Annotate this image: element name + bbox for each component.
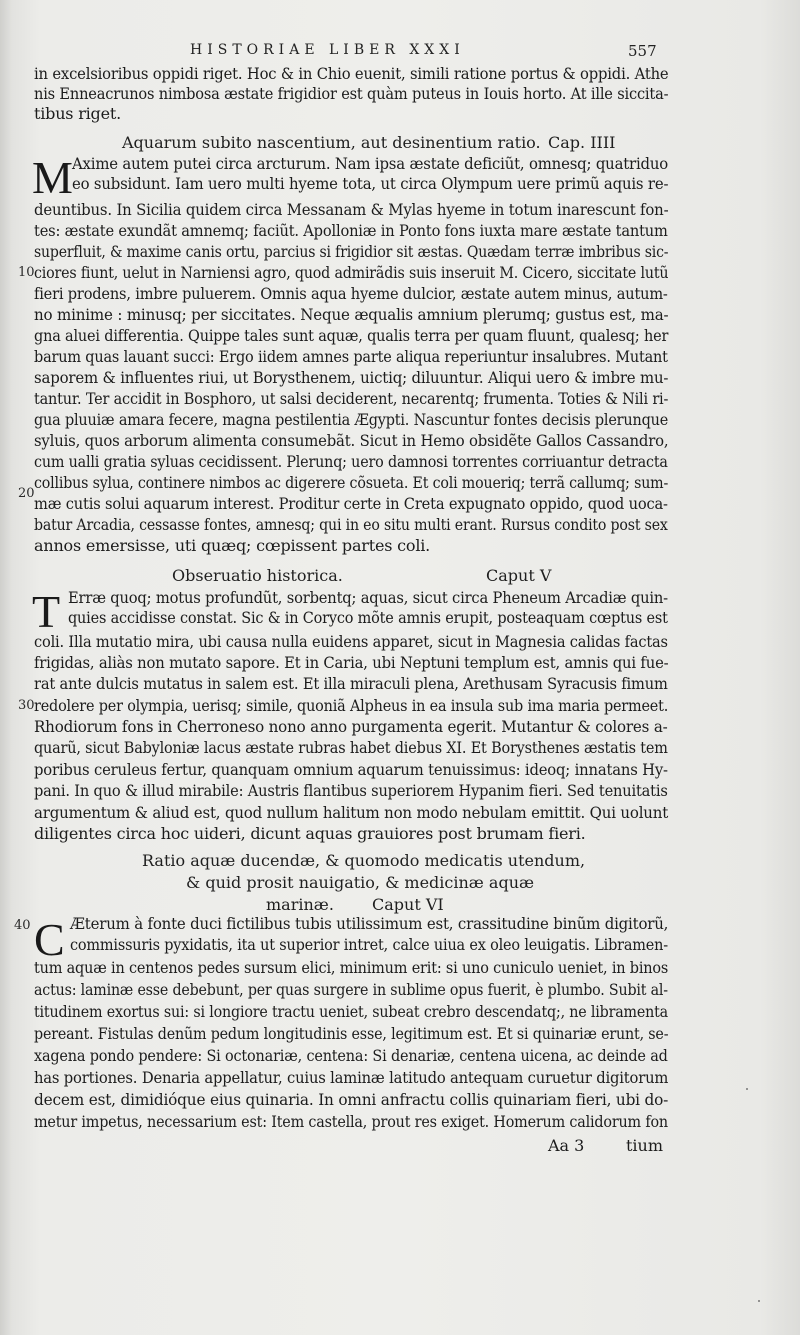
chapter-number: Cap. IIII (548, 133, 616, 152)
text-line: tibus riget. (34, 104, 121, 123)
paper-speck (746, 1088, 748, 1090)
drop-cap: M (32, 152, 73, 203)
text-line: titudinem exortus sui: si longiore tractu ueniet, subeat crebro descendatq;, ne libramenta (34, 1002, 668, 1021)
page-number: 557 (628, 42, 657, 60)
text-line: syluis, quos arborum alimenta consumebãt. Sicut in Hemo obsidẽte Gallos Cassandro, (34, 431, 669, 450)
text-line: redolere per olympia, uerisq; simile, quoniã Alpheus in ea insula sub ima maria permeet. (34, 696, 669, 715)
text-line: xagena pondo pendere: Si octonariæ, centena: Si denariæ, centena uicena, ac deinde ad (34, 1046, 668, 1065)
running-head: HISTORIAE LIBER XXXI (190, 42, 465, 58)
text-line: gna aluei differentia. Quippe tales sunt aquæ, qualis terra per quam fluunt, qualesq; her (34, 326, 669, 345)
catchword: tium (626, 1136, 664, 1155)
text-line: Erræ quoq; motus profundũt, sorbentq; aquas, sicut circa Pheneum Arcadiæ quin- (68, 588, 668, 607)
section-heading: Ratio aquæ ducendæ, & quomodo medicatis utendum, (142, 851, 586, 870)
text-line: quarũ, sicut Babyloniæ lacus æstate rubras habet diebus XI. Et Borysthenes æstatis tem (34, 738, 668, 757)
text-line: Axime autem putei circa arcturum. Nam ipsa æstate deficiũt, omnesq; quatriduo (72, 154, 669, 173)
drop-cap: C (34, 914, 65, 965)
text-line: Æterum à fonte duci fictilibus tubis utilissimum est, crassitudine binũm digitorũ, (70, 914, 669, 933)
text-line: pereant. Fistulas denũm pedum longitudinis esse, legitimum est. Et si quinariæ erunt, se- (34, 1024, 669, 1043)
text-line: has portiones. Denaria appellatur, cuius laminæ latitudo antequam curuetur digitorum (34, 1068, 669, 1087)
text-line: poribus ceruleus fertur, quanquam omnium aquarum tenuissimus: ideoq; innatans Hy- (34, 760, 668, 779)
text-line: batur Arcadia, cessasse fontes, amnesq; qui in eo situ multi erant. Rursus condito post sex (34, 515, 668, 534)
text-line: coli. Illa mutatio mira, ubi causa nulla euidens apparet, sicut in Magnesia calidas factas (34, 632, 668, 651)
chapter-number: Caput VI (372, 895, 444, 914)
text-line: frigidas, aliàs non mutato sapore. Et in Caria, ubi Neptuni templum est, amnis qui fue- (34, 653, 669, 672)
text-line: commissuris pyxidatis, ita ut superior intret, calce uiua ex oleo leuigatis. Libramen- (70, 935, 668, 954)
text-line: decem est, dimidióque eius quinaria. In omni anfractu collis quinariam fieri, ubi do- (34, 1090, 669, 1109)
text-line: cum ualli gratia syluas cecidissent. Plerunq; uero damnosi torrentes corriuantur detracta (34, 452, 668, 471)
text-line: deuntibus. In Sicilia quidem circa Messanam & Mylas hyeme in totum inarescunt fon- (34, 200, 669, 219)
section-heading: Aquarum subito nascentium, aut desinentium ratio. (122, 133, 541, 152)
margin-line-number: 30 (18, 698, 35, 713)
text-line: diligentes circa hoc uideri, dicunt aquas grauiores post brumam fieri. (34, 824, 586, 843)
text-line: superfluit, & maxime canis ortu, parcius si frigidior sit æstas. Quædam terræ imbribus sic- (34, 242, 669, 261)
margin-line-number: 10 (18, 265, 35, 280)
drop-cap: T (32, 586, 61, 637)
signature-mark: Aa 3 (548, 1136, 585, 1155)
text-line: saporem & influentes riui, ut Borysthenem, uictiq; diluuntur. Aliqui uero & imbre mu- (34, 368, 669, 387)
text-line: nis Enneacrunos nimbosa æstate frigidior est quàm puteus in Iouis horto. At ille siccita- (34, 84, 669, 103)
text-line: tes: æstate exundãt amnemq; faciũt. Apolloniæ in Ponto fons iuxta mare æstate tantum (34, 221, 668, 240)
text-line: mæ cutis solui aquarum interest. Proditur certe in Creta expugnato oppido, quod uoca- (34, 494, 668, 513)
text-line: ciores fiunt, uelut in Narniensi agro, quod admirãdis suis inseruit M. Cicero, siccitate lutũ (34, 263, 669, 282)
text-line: Rhodiorum fons in Cherroneso nono anno purgamenta egerit. Mutantur & colores a- (34, 717, 668, 736)
text-line: in excelsioribus oppidi riget. Hoc & in Chio euenit, simili ratione portus & oppidi. Athe (34, 64, 669, 83)
text-line: metur impetus, necessarium est: Item castella, prout res exiget. Homerum calidorum fon (34, 1112, 668, 1131)
text-line: rat ante dulcis mutatus in salem est. Et illa miraculi plena, Arethusam Syracusis fimum (34, 674, 668, 693)
text-line: tantur. Ter accidit in Bosphoro, ut salsi deciderent, necarentq; frumenta. Toties & Nili ri- (34, 389, 669, 408)
text-line: fieri prodens, imbre puluerem. Omnis aqua hyeme dulcior, æstate autem minus, autum- (34, 284, 668, 303)
text-line: gua pluuiæ amara fecere, magna pestilentia Ægypti. Nascuntur fontes decisis plerunque (34, 410, 669, 429)
text-line: no minime : minusq; per siccitates. Neque æqualis amnium plerumq; gustus est, ma- (34, 305, 669, 324)
text-line: actus: laminæ esse debebunt, per quas surgere in sublime opus fuerit, è plumbo. Subit al- (34, 980, 668, 999)
text-line: barum quas lauant succi: Ergo iidem amnes parte aliqua reperiuntur insalubres. Mutant (34, 347, 668, 366)
text-line: argumentum & aliud est, quod nullum halitum non modo nebulam emittit. Qui uolunt (34, 803, 669, 822)
text-line: eo subsidunt. Iam uero multi hyeme tota, ut circa Olympum uere primũ aquis re- (72, 174, 669, 193)
margin-line-number: 20 (18, 486, 35, 501)
section-heading: marinæ. (266, 895, 334, 914)
text-line: pani. In quo & illud mirabile: Austris flantibus superiorem Hypanim fieri. Sed tenuitatis (34, 781, 668, 800)
chapter-number: Caput V (486, 566, 552, 585)
text-line: annos emersisse, uti quæq; cœpissent partes coli. (34, 536, 431, 555)
text-line: quies accidisse constat. Sic & in Coryco mõte amnis erupit, posteaquam cœptus est (68, 608, 668, 627)
margin-line-number: 40 (14, 918, 31, 933)
text-line: collibus sylua, continere nimbos ac digerere cõsueta. Et coli moueriq; terrã callumq; sum- (34, 473, 669, 492)
section-heading: Obseruatio historica. (172, 566, 343, 585)
text-line: tum aquæ in centenos pedes sursum elici, minimum erit: si uno cuniculo ueniet, in binos (34, 958, 669, 977)
section-heading: & quid prosit nauigatio, & medicinæ aquæ (186, 873, 535, 892)
paper-speck (758, 1300, 760, 1302)
